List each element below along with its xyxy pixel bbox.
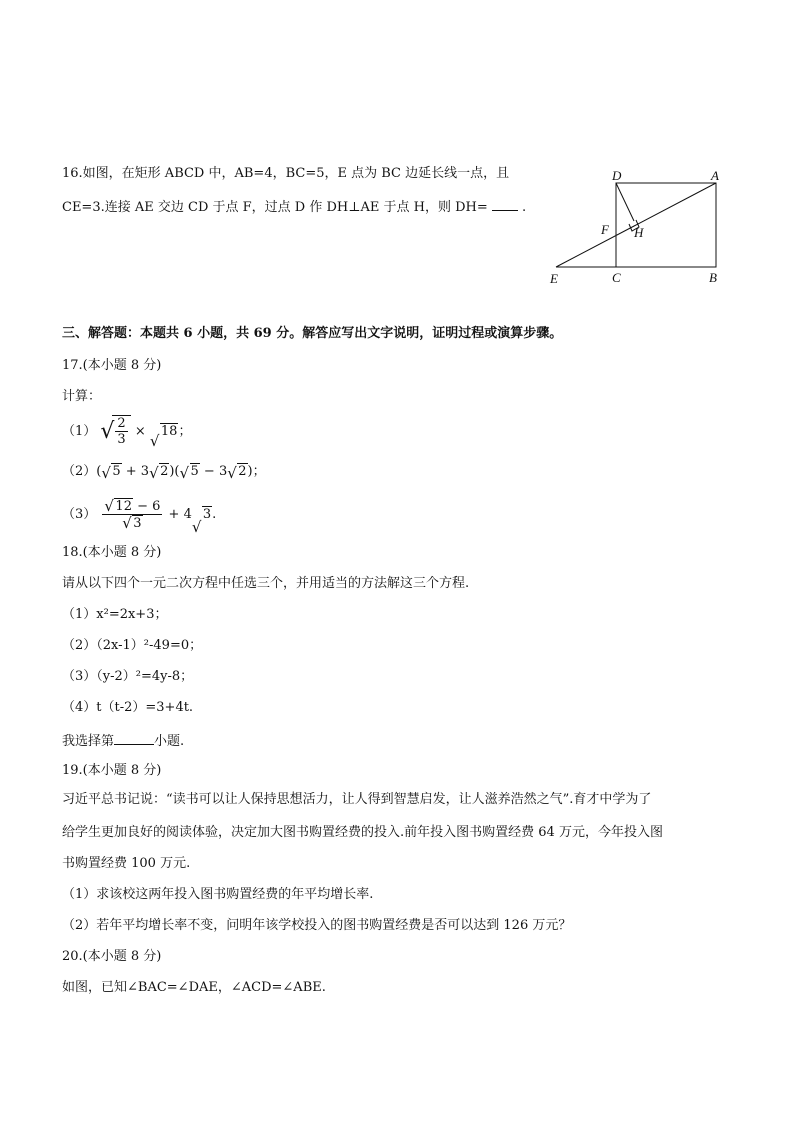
section-heading: 三、解答题：本题共 6 小题，共 69 分。解答应写出文字说明，证明过程或演算步骤。: [62, 326, 563, 341]
label-e: E: [550, 271, 558, 286]
times-sign: ×: [134, 424, 146, 439]
q18-choice: 我选择第 小题.: [62, 731, 184, 751]
label-b: B: [709, 270, 717, 285]
q19-sub1: （1）求该校这两年投入图书购置经费的年平均增长率.: [62, 887, 374, 902]
q17-prompt: 计算：: [62, 389, 102, 404]
label-d: D: [612, 168, 622, 183]
q17-header: 17.(本小题 8 分): [62, 358, 162, 373]
sqrt-18: √ 18: [149, 424, 178, 450]
q17-item3: （3） √ 12 − 6 √ 3 + 4 √ 3.: [62, 497, 217, 536]
q16-line2-end: .: [517, 200, 527, 215]
label-a: A: [711, 168, 719, 183]
q16-line2-text: CE=3.连接 AE 交边 CD 于点 F，过点 D 作 DH⊥AE 于点 H，则 DH=: [62, 200, 492, 215]
q19-header: 19.(本小题 8 分): [62, 763, 162, 778]
label-h: H: [634, 225, 644, 240]
label-f: F: [601, 222, 609, 237]
q19-para-line2: 给学生更加良好的阅读体验，决定加大图书购置经费的投入.前年投入图书购置经费 64 万元，今年投入图: [62, 825, 663, 840]
label-c: C: [612, 270, 621, 285]
q19-sub2: （2）若年平均增长率不变，问明年该学校投入的图书购置经费是否可以达到 126 万元？: [62, 918, 572, 933]
answer-blank: [492, 197, 518, 211]
rectangle-abcd: [616, 183, 716, 267]
right-angle-mark: [629, 220, 639, 231]
q18-prompt: 请从以下四个一元二次方程中任选三个，并用适当的方法解这三个方程.: [62, 576, 470, 591]
q16-line1: 16.如图，在矩形 ABCD 中，AB=4，BC=5，E 点为 BC 边延长线一点，且: [62, 166, 510, 181]
q19-para-line1: 习近平总书记说：“读书可以让人保持思想活力，让人得到智慧启发，让人滋养浩然之气”.育才中学为了: [62, 792, 652, 807]
q20-header: 20.(本小题 8 分): [62, 949, 162, 964]
q18-eq4: （4）t（t-2）=3+4t.: [62, 700, 194, 715]
q18-header: 18.(本小题 8 分): [62, 545, 162, 560]
segment-dh: [616, 183, 634, 221]
item-number: （3）: [62, 507, 97, 522]
q16-line2: [62, 197, 526, 217]
q17-item2: （2）( √ 5 + 3 √ 2)( √ 5 − 3 √ 2)；: [62, 464, 266, 482]
q19-para-line3: 书购置经费 100 万元.: [62, 856, 191, 871]
q18-eq2: （2）（2x-1）²-49=0；: [62, 638, 203, 653]
q18-eq3: （3）（y-2）²=4y-8；: [62, 669, 194, 684]
fraction: √ 12 − 6 √ 3: [104, 497, 161, 532]
item-number: （2）: [62, 464, 97, 479]
q17-item1: （1） √ $\frac{2}{3}$ × √ 18；: [62, 416, 192, 450]
choice-blank: [114, 731, 154, 745]
segment-ae: [556, 183, 716, 267]
sqrt-fraction: √ $\frac{2}{3}$: [100, 415, 130, 449]
q18-eq1: （1）x²=2x+3；: [62, 607, 168, 622]
q20-prompt: 如图，已知∠BAC=∠DAE，∠ACD=∠ABE.: [62, 980, 326, 995]
item-number: （1）: [62, 424, 97, 439]
